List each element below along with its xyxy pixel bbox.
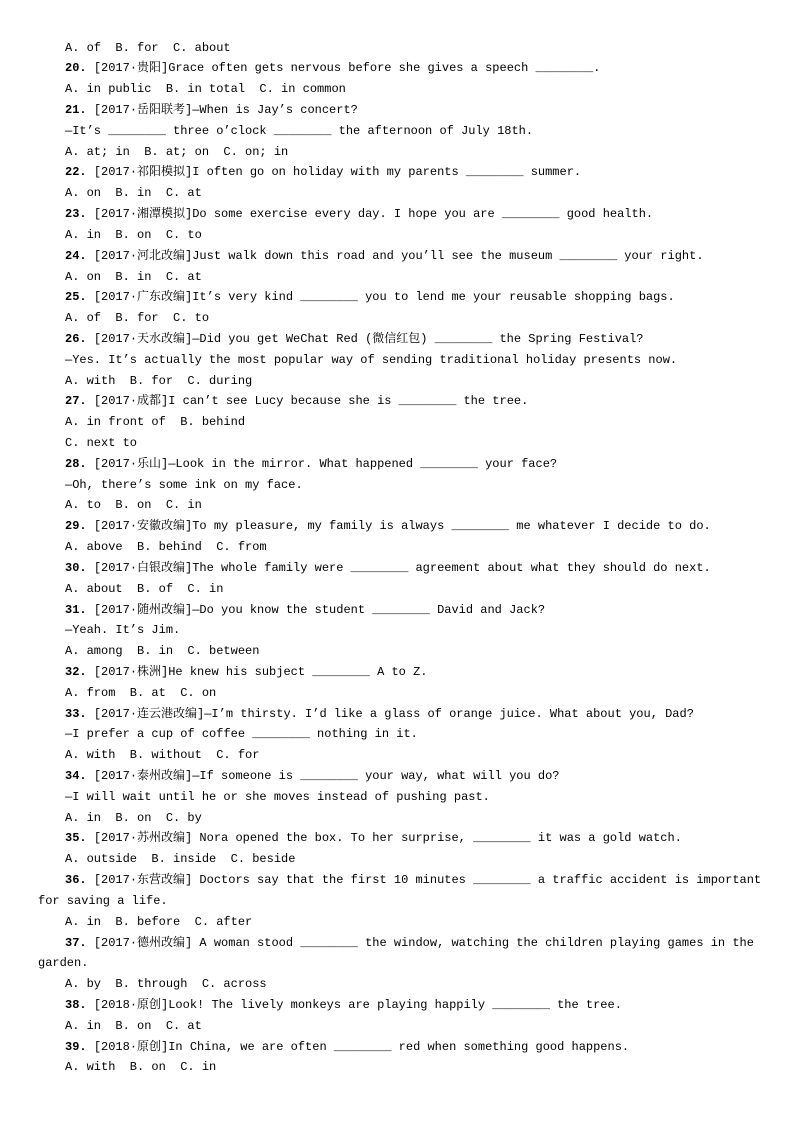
question-21	[0, 100, 794, 162]
question-source: [2017·广东改编]	[93, 290, 193, 305]
question-line	[0, 766, 794, 787]
question-line	[0, 162, 794, 183]
question-number: 30.	[65, 560, 87, 575]
answer-options: A. about B. of C. in	[65, 581, 224, 596]
question-number: 39.	[65, 1039, 87, 1054]
question-31	[0, 600, 794, 662]
question-stem: To my pleasure, my family is always ________ me whatever I decide to do.	[192, 519, 711, 534]
question-number: 33.	[65, 706, 87, 721]
question-33	[0, 704, 794, 766]
answer-options: A. with B. on C. in	[65, 1060, 217, 1075]
question-source: [2017·连云港改编]	[93, 706, 205, 721]
question-stem: —When is Jay’s concert?	[192, 103, 358, 118]
question-stem: Look! The lively monkeys are playing happily ________ the tree.	[168, 997, 622, 1012]
question-stem: Doctors say that the first 10 minutes ________ a traffic accident is important	[192, 873, 762, 888]
question-line	[0, 204, 794, 225]
question-28	[0, 454, 794, 516]
question-source: [2017·乐山]	[93, 456, 169, 471]
dialogue-line: —Yeah. It’s Jim.	[65, 623, 181, 638]
question-line	[0, 558, 794, 579]
question-line	[0, 933, 794, 954]
question-29	[0, 516, 794, 558]
question-number: 35.	[65, 831, 87, 846]
question-stem: I can’t see Lucy because she is ________ the tree.	[168, 394, 529, 409]
dialogue-line: —Yes. It’s actually the most popular way of sending traditional holiday presents now.	[65, 352, 678, 367]
answer-options: A. in public B. in total C. in common	[65, 82, 346, 97]
answer-options: A. on B. in C. at	[65, 269, 202, 284]
question-stem: The whole family were ________ agreement about what they should do next.	[192, 560, 711, 575]
question-source: [2017·贵阳]	[93, 61, 169, 76]
answer-options: A. in front of B. behind	[65, 415, 246, 430]
question-source: [2017·德州改编]	[93, 935, 193, 950]
question-source: [2017·随州改编]	[93, 602, 193, 617]
question-source: [2017·湘潭模拟]	[93, 207, 193, 222]
question-24	[0, 246, 794, 288]
question-number: 31.	[65, 602, 87, 617]
question-source: [2017·岳阳联考]	[93, 103, 193, 118]
question-number: 23.	[65, 207, 87, 222]
answer-options: A. outside B. inside C. beside	[65, 852, 296, 867]
question-number: 28.	[65, 456, 87, 471]
question-number: 36.	[65, 873, 87, 888]
question-source: [2017·株洲]	[93, 664, 169, 679]
question-30	[0, 558, 794, 600]
question-line	[0, 704, 794, 725]
question-36	[0, 870, 794, 932]
question-line	[0, 246, 794, 267]
question-stem: Grace often gets nervous before she gives a speech ________.	[168, 61, 601, 76]
question-source: [2017·成都]	[93, 394, 169, 409]
question-number: 32.	[65, 664, 87, 679]
question-number: 29.	[65, 519, 87, 534]
question-34	[0, 766, 794, 828]
answer-options: A. in B. on C. by	[65, 810, 202, 825]
question-26	[0, 329, 794, 391]
question-number: 38.	[65, 997, 87, 1012]
question-stem: In China, we are often ________ red when something good happens.	[168, 1039, 630, 1054]
answer-options: A. with B. for C. during	[65, 373, 253, 388]
question-number: 22.	[65, 165, 87, 180]
question-stem: It’s very kind ________ you to lend me your reusable shopping bags.	[192, 290, 675, 305]
dialogue-line: —Oh, there’s some ink on my face.	[65, 477, 303, 492]
question-27	[0, 391, 794, 453]
question-line	[0, 662, 794, 683]
answer-options: A. in B. before C. after	[65, 914, 253, 929]
dialogue-line: —I will wait until he or she moves instead of pushing past.	[65, 789, 490, 804]
answer-options: A. above B. behind C. from	[65, 540, 267, 555]
question-stem-continuation: garden.	[38, 956, 89, 971]
question-stem: A woman stood ________ the window, watching the children playing games in the	[192, 935, 754, 950]
question-line	[0, 329, 794, 350]
question-source: [2018·原创]	[93, 997, 169, 1012]
dialogue-line: —I prefer a cup of coffee ________ nothing in it.	[65, 727, 418, 742]
question-line	[0, 1037, 794, 1058]
question-23	[0, 204, 794, 246]
question-line	[0, 516, 794, 537]
question-line	[0, 995, 794, 1016]
question-source: [2017·东营改编]	[93, 873, 193, 888]
question-line	[0, 600, 794, 621]
answer-options: A. with B. without C. for	[65, 748, 260, 763]
question-39	[0, 1037, 794, 1079]
question-number: 21.	[65, 103, 87, 118]
question-stem-continuation: for saving a life.	[38, 893, 168, 908]
answer-options: A. on B. in C. at	[65, 186, 202, 201]
question-stem: —Do you know the student ________ David and Jack?	[192, 602, 546, 617]
question-22	[0, 162, 794, 204]
question-line	[0, 287, 794, 308]
question-source: [2017·天水改编]	[93, 331, 193, 346]
question-20	[0, 58, 794, 100]
question-32	[0, 662, 794, 704]
question-source: [2017·安徽改编]	[93, 519, 193, 534]
question-number: 25.	[65, 290, 87, 305]
question-line	[0, 58, 794, 79]
question-stem: —Did you get WeChat Red (微信红包) ________ the Spring Festival?	[192, 331, 644, 346]
answer-options: A. to B. on C. in	[65, 498, 202, 513]
question-number: 24.	[65, 248, 87, 263]
question-source: [2017·祁阳模拟]	[93, 165, 193, 180]
question-source: [2017·白银改编]	[93, 560, 193, 575]
answer-options: A. among B. in C. between	[65, 644, 260, 659]
question-stem: He knew his subject ________ A to Z.	[168, 664, 428, 679]
question-38	[0, 995, 794, 1037]
question-source: [2017·苏州改编]	[93, 831, 193, 846]
previous-question-options: A. of B. for C. about	[65, 40, 231, 55]
question-stem: —If someone is ________ your way, what will you do?	[192, 769, 560, 784]
question-line	[0, 100, 794, 121]
question-stem: Just walk down this road and you’ll see the museum ________ your right.	[192, 248, 704, 263]
question-source: [2017·泰州改编]	[93, 769, 193, 784]
answer-options: C. next to	[65, 436, 138, 451]
question-line	[0, 391, 794, 412]
answer-options: A. of B. for C. to	[65, 311, 210, 326]
question-source: [2018·原创]	[93, 1039, 169, 1054]
question-line	[0, 454, 794, 475]
question-number: 27.	[65, 394, 87, 409]
dialogue-line: —It’s ________ three o’clock ________ the afternoon of July 18th.	[65, 123, 534, 138]
question-number: 34.	[65, 769, 87, 784]
question-35	[0, 828, 794, 870]
answer-options: A. in B. on C. at	[65, 1018, 202, 1033]
answer-options: A. in B. on C. to	[65, 227, 202, 242]
question-line	[0, 870, 794, 891]
answer-options: A. by B. through C. across	[65, 977, 267, 992]
answer-options: A. from B. at C. on	[65, 685, 217, 700]
question-number: 26.	[65, 331, 87, 346]
question-25	[0, 287, 794, 329]
question-stem: —I’m thirsty. I’d like a glass of orange juice. What about you, Dad?	[204, 706, 694, 721]
question-line	[0, 828, 794, 849]
question-stem: Nora opened the box. To her surprise, ________ it was a gold watch.	[192, 831, 682, 846]
question-stem: I often go on holiday with my parents ________ summer.	[192, 165, 582, 180]
question-source: [2017·河北改编]	[93, 248, 193, 263]
question-stem: Do some exercise every day. I hope you are ________ good health.	[192, 207, 654, 222]
question-stem: —Look in the mirror. What happened ________ your face?	[168, 456, 558, 471]
answer-options: A. at; in B. at; on C. on; in	[65, 144, 289, 159]
question-37	[0, 933, 794, 995]
question-number: 37.	[65, 935, 87, 950]
question-number: 20.	[65, 61, 87, 76]
